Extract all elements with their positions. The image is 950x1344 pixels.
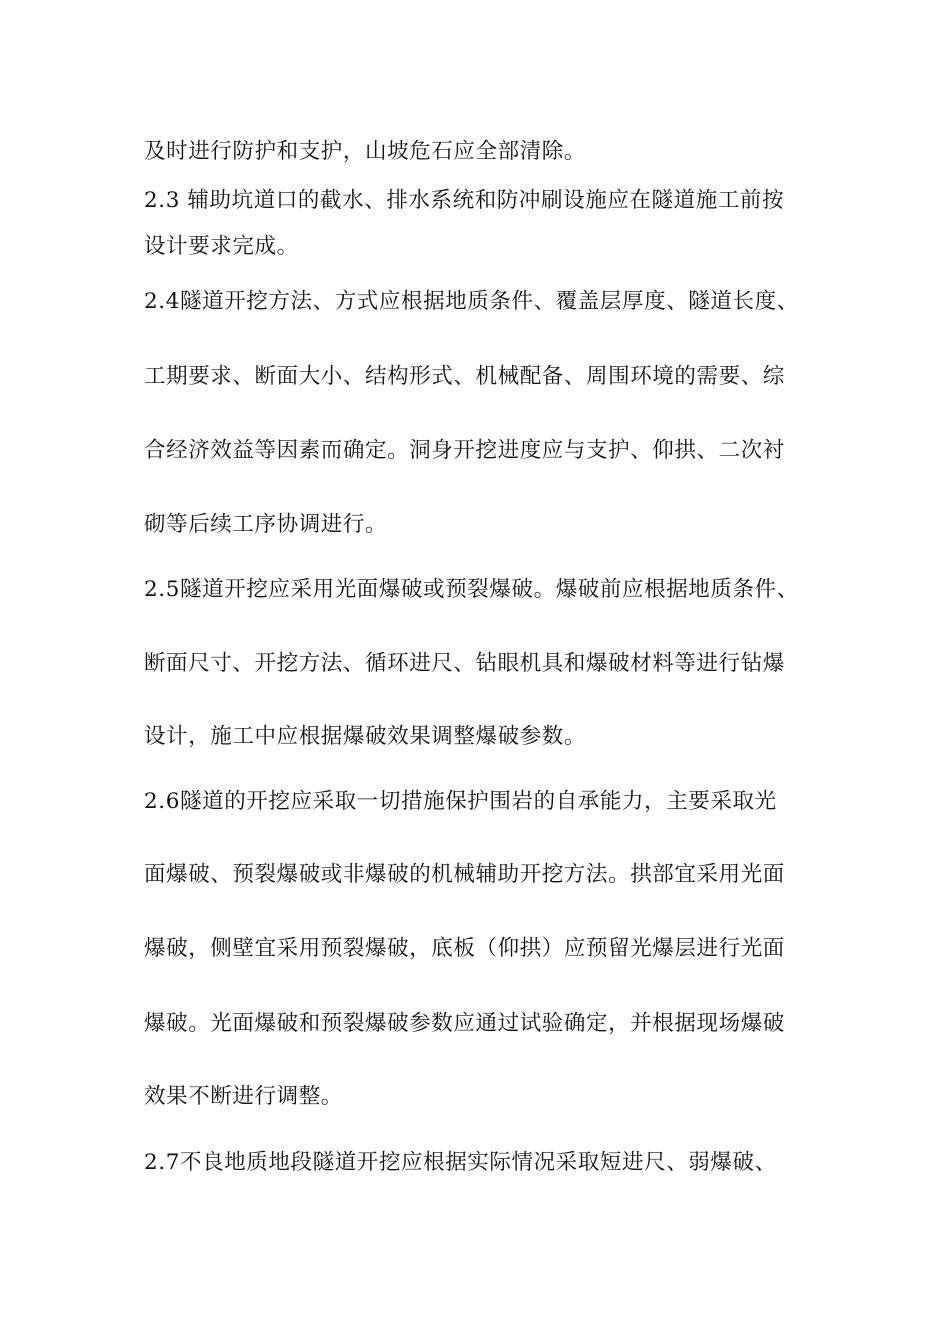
text-line: 及时进行防护和支护，山坡危石应全部清除。 [144,139,587,164]
text-line: 砌等后续工序协调进行。 [144,512,388,537]
text-line: 爆破，侧壁宜采用预裂爆破，底板（仰拱）应预留光爆层进行光面 [144,936,785,961]
text-line: 2.6隧道的开挖应采取一切措施保护围岩的自承能力，主要采取光 [144,789,777,814]
text-line: 工期要求、断面大小、结构形式、机械配备、周围环境的需要、综 [144,364,785,389]
text-line: 断面尺寸、开挖方法、循环进尺、钻眼机具和爆破材料等进行钻爆 [144,651,785,676]
text-line: 2.3 辅助坑道口的截水、排水系统和防冲刷设施应在隧道施工前按 [144,188,785,213]
text-line: 2.5隧道开挖应采用光面爆破或预裂爆破。爆破前应根据地质条件、 [144,577,799,602]
text-line: 合经济效益等因素而确定。洞身开挖进度应与支护、仰拱、二次衬 [144,438,785,463]
text-line: 面爆破、预裂爆破或非爆破的机械辅助开挖方法。拱部宜采用光面 [144,862,785,887]
text-line: 设计要求完成。 [144,234,299,259]
text-line: 设计，施工中应根据爆破效果调整爆破参数。 [144,724,587,749]
text-line: 爆破。光面爆破和预裂爆破参数应通过试验确定，并根据现场爆破 [144,1011,785,1036]
text-line: 2.4隧道开挖方法、方式应根据地质条件、覆盖层厚度、隧道长度、 [144,289,799,314]
text-line: 2.7不良地质地段隧道开挖应根据实际情况采取短进尺、弱爆破、 [144,1150,777,1175]
text-line: 效果不断进行调整。 [144,1084,343,1109]
